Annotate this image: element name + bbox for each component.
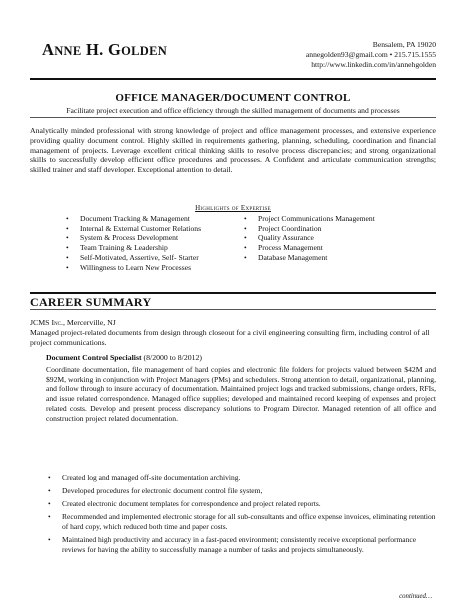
contact-email-phone: annegolden93@gmail.com • 215.715.1555 [305, 50, 436, 59]
name-first-rest: NNE [54, 44, 82, 58]
achievement-item: • Recommended and implemented electronic storage for all sub-consultants and office expense invoices, eliminating retention of hard copy, which reduced both time and paper costs. [46, 512, 436, 531]
section-rule-top [30, 292, 436, 294]
contact-location: Bensalem, PA 19020 [372, 40, 436, 49]
candidate-name [42, 40, 167, 60]
professional-title: OFFICE MANAGER/DOCUMENT CONTROL [115, 92, 351, 104]
title-block [30, 92, 436, 118]
job-title: Document Control Specialist [46, 353, 142, 362]
skill-item: • Team Training & Leadership [66, 243, 241, 253]
achievement-item: • Developed procedures for electronic document control file system, [46, 486, 436, 496]
skill-item: • Project Communications Management [244, 214, 424, 224]
job-dates: (8/2000 to 8/2012) [141, 353, 203, 362]
career-summary-heading: CAREER SUMMARY [30, 295, 152, 309]
job-title-line [46, 353, 202, 362]
section-rule-bottom [30, 309, 436, 310]
skill-item: • Process Management [244, 243, 424, 253]
skill-item: • Self-Motivated, Assertive, Self- Starter [66, 253, 241, 263]
skill-item: • System & Process Development [66, 233, 241, 243]
achievement-item: • Created log and managed off-site documentation archiving. [46, 473, 436, 483]
employer-location: , Mercerville, NJ [62, 318, 116, 327]
highlights-heading-text: Highlights of Expertise [195, 204, 271, 212]
continued-note: continued… [399, 593, 432, 600]
achievement-item: • Created electronic document templates for correspondence and project related reports. [46, 499, 436, 509]
skill-item: • Internal & External Customer Relations [66, 224, 241, 234]
name-last-rest: OLDEN [121, 44, 168, 58]
name-last-initial: G [107, 40, 122, 59]
skill-item: • Quality Assurance [244, 233, 424, 243]
achievement-list [46, 473, 436, 558]
contact-linkedin: http://www.linkedin.com/in/annehgolden [311, 60, 436, 69]
name-middle: H. [81, 40, 108, 59]
skill-item: • Database Management [244, 253, 424, 263]
header-rule [30, 78, 436, 80]
skill-item: • Willingness to Learn New Processes [66, 263, 241, 273]
professional-summary: Analytically minded professional with strong knowledge of project and office management processes, and extensive experience providing quality document control. Highly skilled in requirements gathering, planning, scheduling, coordination and financial management of projects. Leverage excellent critical thinking skills to resolve process discrepancies; and strong organizational skills to successfully develop efficient office procedures and processes. A Confident and articulate communication strengths; skilled trainer and staff developer. Exceptional attention to detail. [30, 126, 436, 175]
professional-tagline: Facilitate project execution and office efficiency through the skilled management of documents and processes [30, 106, 436, 118]
skill-item: • Project Coordination [244, 224, 424, 234]
employer-line [30, 318, 116, 327]
contact-block [306, 40, 436, 70]
name-first-initial: A [42, 40, 55, 59]
skills-column-2 [244, 214, 424, 263]
achievement-item: • Maintained high productivity and accuracy in a fast-paced environment; consistently receive exceptional performance reviews for having the ability to successfully manage a number of tasks and projects simultaneously. [46, 535, 436, 554]
resume-header [30, 40, 436, 76]
employer-name: JCMS Inc. [30, 318, 63, 327]
employer-description: Managed project-related documents from design through closeout for a civil engineering consulting firm, including control of all project communications. [30, 328, 430, 347]
job-description: Coordinate documentation, file management of hard copies and electronic file folders for projects valued between $42M and $92M, working in conjunction with Project Managers (PMs) and schedulers. Strong attention to detail, organizational, planning, and follow through to insure accuracy of documentation. Maintained project logs and tracked submissions, change orders, RFIs, and issue related correspondence. Managed office supplies; developed and maintained record keeping of expenses and project related costs. Develop and present process discrepancy solutions to Program Director. Managed retention of all office and construction project related documentation. [46, 365, 436, 423]
highlights-heading [30, 204, 436, 212]
skills-column-1 [66, 214, 241, 272]
skill-item: • Document Tracking & Management [66, 214, 241, 224]
